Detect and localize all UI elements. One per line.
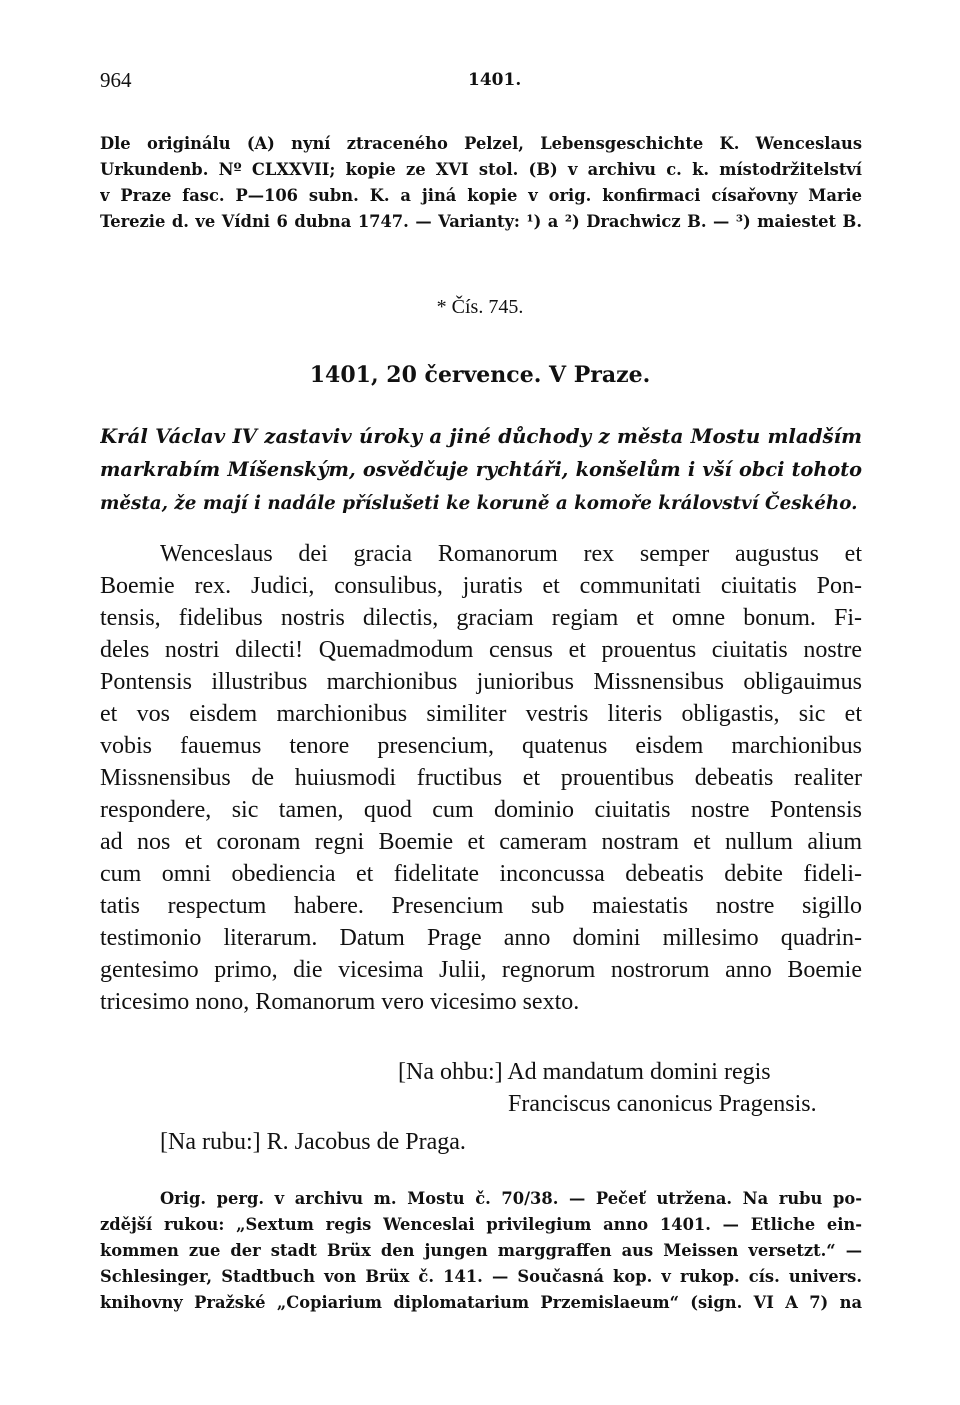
- document-date-place: 1401, 20 července. V Praze.: [309, 362, 651, 388]
- charter-line: tricesimo nono, Romanorum vero vicesimo sexto.: [100, 989, 580, 1015]
- archival-note-line: Orig. perg. v archivu m. Mostu č. 70/38. — Pečeť utržena. Na rubu po-: [160, 1189, 862, 1208]
- charter-line: Wenceslaus dei gracia Romanorum rex semper augustus et: [160, 541, 862, 567]
- fold-signatory: Franciscus canonicus Pragensis.: [508, 1091, 817, 1117]
- source-note-line: Urkundenb. Nº CLXXVII; kopie ze XVI stol. (B) v archivu c. k. místodržitelství: [100, 160, 862, 179]
- page-header: [100, 68, 860, 108]
- archival-note-line: knihovny Pražské „Copiarium diplomatarium Przemislaeum“ (sign. VI A 7) na: [100, 1293, 862, 1312]
- source-note-line: Dle originálu (A) nyní ztraceného Pelzel, Lebensgeschichte K. Wenceslaus: [100, 134, 862, 153]
- source-note: [100, 131, 862, 235]
- charter-line: tensis, fidelibus nostris dilectis, graciam regiam et omne bonum. Fi-: [100, 605, 862, 631]
- archival-note-line: kommen zue der stadt Brüx den jungen marggraffen aus Meissen versetzt.“ —: [100, 1241, 862, 1260]
- charter-line: Boemie rex. Judici, consulibus, juratis et communitati ciuitatis Pon-: [100, 573, 862, 599]
- page-number: 964: [100, 68, 132, 92]
- regest-summary: [100, 419, 862, 521]
- back-note: [Na rubu:] R. Jacobus de Praga.: [160, 1129, 466, 1155]
- charter-line: tatis respectum habere. Presencium sub maiestatis nostre sigillo: [100, 893, 862, 919]
- charter-line: vobis fauemus tenore presencium, quatenus eisdem marchionibus: [100, 733, 862, 759]
- charter-line: Pontensis illustribus marchionibus junioribus Missnensibus obligauimus: [100, 669, 862, 695]
- charter-line: gentesimo primo, die vicesima Julii, regnorum nostrorum anno Boemie: [100, 957, 862, 983]
- regest-line: markrabím Míšenským, osvědčuje rychtáři, konšelům i vší obci tohoto: [100, 458, 862, 481]
- charter-line: et vos eisdem marchionibus similiter vestris literis obligastis, sic et: [100, 701, 862, 727]
- archival-note: [100, 1186, 862, 1316]
- charter-line: respondere, sic tamen, quod cum dominio ciuitatis nostre Pontensis: [100, 797, 862, 823]
- archival-note-line: Schlesinger, Stadtbuch von Brüx č. 141. — Současná kop. v rukop. cís. univers.: [100, 1267, 862, 1286]
- charter-line: cum omni obediencia et fidelitate inconcussa debeatis debite fideli-: [100, 861, 862, 887]
- running-head-year: 1401.: [468, 70, 522, 90]
- regest-line: města, že mají i nadále příslušeti ke koruně a komoře království Českého.: [100, 493, 858, 514]
- document-number: * Čís. 745.: [436, 296, 524, 318]
- charter-text: [100, 538, 862, 1018]
- source-note-line: v Praze fasc. P—106 subn. K. a jiná kopie v orig. konfirmaci císařovny Marie: [100, 186, 862, 205]
- source-note-line: Terezie d. ve Vídni 6 dubna 1747. — Varianty: ¹) a ²) Drachwicz B. — ³) maiestet B.: [100, 212, 862, 231]
- regest-line: Král Václav IV zastaviv úroky a jiné důchody z města Mostu mladším: [100, 424, 862, 448]
- charter-line: testimonio literarum. Datum Prage anno domini millesimo quadrin-: [100, 925, 862, 951]
- charter-line: Missnensibus de huiusmodi fructibus et prouentibus debeatis realiter: [100, 765, 862, 791]
- archival-note-line: zdější rukou: „Sextum regis Wenceslai privilegium anno 1401. — Etliche ein-: [100, 1215, 862, 1234]
- fold-note: [Na ohbu:] Ad mandatum domini regis: [398, 1059, 771, 1085]
- charter-line: deles nostri dilecti! Quemadmodum census et prouentus ciuitatis nostre: [100, 637, 862, 663]
- charter-line: ad nos et coronam regni Boemie et cameram nostram et nullum alium: [100, 829, 862, 855]
